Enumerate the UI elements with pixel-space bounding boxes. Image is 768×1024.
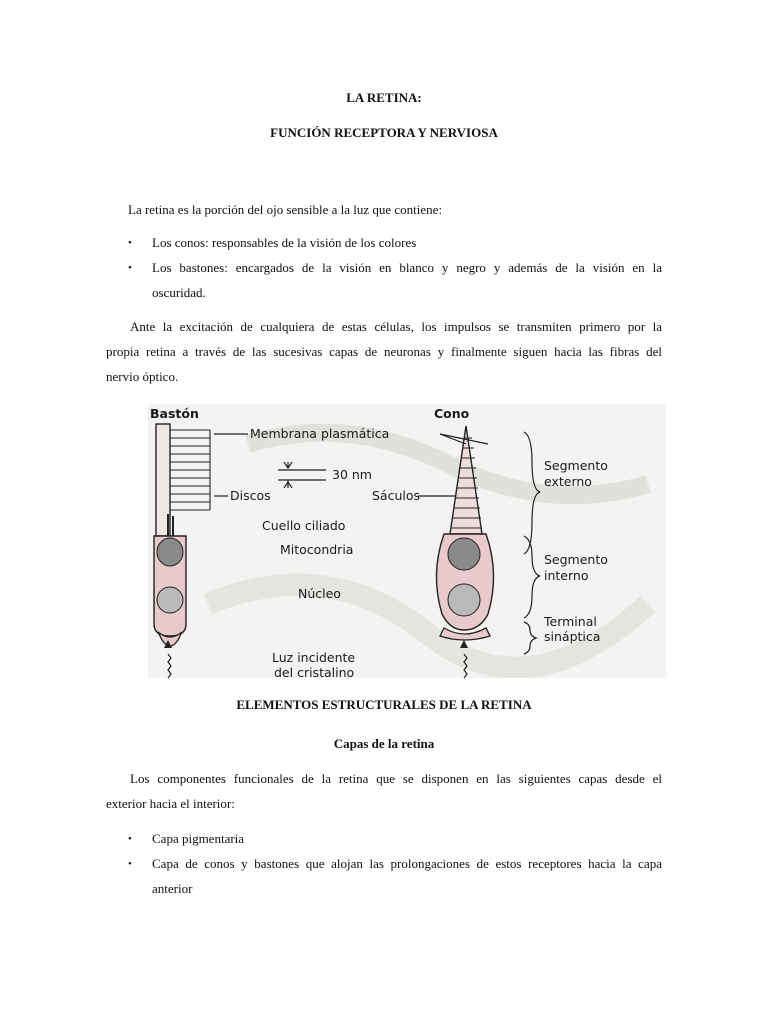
rod-mitochondria xyxy=(157,538,183,566)
bullet-marker: • xyxy=(128,858,132,870)
label-inner-segment: interno xyxy=(544,568,589,583)
rods-item xyxy=(152,255,662,305)
cones-text: Los conos: responsables de la visión de los colores xyxy=(152,235,417,250)
label-cone: Cono xyxy=(434,406,470,421)
label-outer-segment: externo xyxy=(544,474,592,489)
layer-text: Capa pigmentaria xyxy=(152,831,245,846)
section-title: ELEMENTOS ESTRUCTURALES DE LA RETINA xyxy=(236,697,532,712)
label-incident-light: del cristalino xyxy=(274,665,355,678)
label-rod: Bastón xyxy=(150,406,199,421)
cone-mitochondria xyxy=(448,538,480,570)
label-cilium: Cuello ciliado xyxy=(262,518,346,533)
section-subtitle: Capas de la retina xyxy=(333,736,435,751)
paragraph-line: propia retina a través de las sucesivas capas de neuronas y finalmente siguen hacia las fibras del xyxy=(106,344,662,359)
bullet-marker: • xyxy=(128,833,132,845)
bullet-marker: • xyxy=(128,237,132,249)
label-thickness: 30 nm xyxy=(332,467,372,482)
page-title: LA RETINA: xyxy=(346,90,422,105)
rods-text-line: Los bastones: encargados de la visión en blanco y negro y además de la visión en la xyxy=(152,260,662,275)
label-discs: Discos xyxy=(230,488,271,503)
label-membrane: Membrana plasmática xyxy=(250,426,390,441)
paragraph-line: exterior hacia el interior: xyxy=(106,796,235,811)
bullet-marker: • xyxy=(128,262,132,274)
paragraph-line: Los componentes funcionales de la retina que se disponen en las siguientes capas desde el xyxy=(130,771,662,786)
label-synaptic-terminal: sináptica xyxy=(544,629,601,644)
label-nucleus: Núcleo xyxy=(298,586,341,601)
paragraph-line: Ante la excitación de cualquiera de estas células, los impulsos se transmiten primero por la xyxy=(130,319,662,334)
label-inner-segment: Segmento xyxy=(544,552,608,567)
layer-text-line: anterior xyxy=(152,881,193,896)
photoreceptor-figure xyxy=(148,404,666,678)
layers-intro-paragraph xyxy=(106,766,662,816)
page-subtitle: FUNCIÓN RECEPTORA Y NERVIOSA xyxy=(270,125,498,140)
label-synaptic-terminal: Terminal xyxy=(544,614,597,629)
cones-item xyxy=(152,230,662,255)
intro-paragraph: La retina es la porción del ojo sensible a la luz que contiene: xyxy=(128,202,443,217)
layer-text-line: Capa de conos y bastones que alojan las prolongaciones de estos receptores hacia la capa xyxy=(152,856,662,871)
transmission-paragraph xyxy=(106,314,662,389)
rod-nucleus xyxy=(157,587,183,613)
layer-item xyxy=(152,851,662,901)
label-mitochondria: Mitocondria xyxy=(280,542,354,557)
label-saccules: Sáculos xyxy=(372,488,421,503)
label-outer-segment: Segmento xyxy=(544,458,608,473)
rods-text-line: oscuridad. xyxy=(152,285,206,300)
layer-item xyxy=(152,826,662,851)
label-incident-light: Luz incidente xyxy=(272,650,356,665)
cone-nucleus xyxy=(448,584,480,616)
paragraph-line: nervio óptico. xyxy=(106,369,179,384)
